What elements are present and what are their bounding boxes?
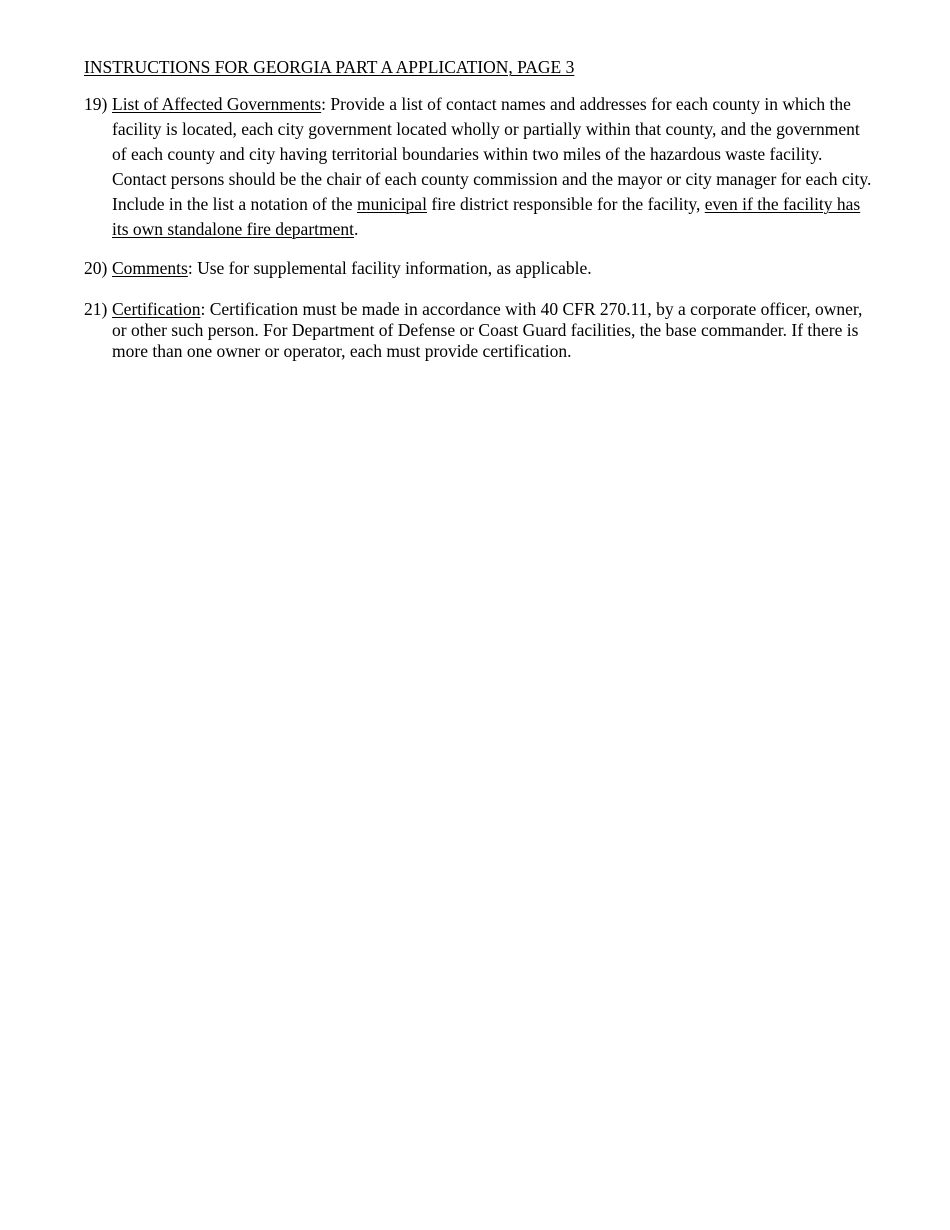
item-text: fire district responsible for the facility, [426,194,705,214]
item-number: 19) [84,94,108,114]
item-text: : Use for supplemental facility information, as applicable. [187,258,592,278]
item-number: 21) [84,299,108,319]
document-page [84,56,874,362]
page-title: INSTRUCTIONS FOR GEORGIA PART A APPLICATION, PAGE 3 [84,57,575,77]
item-text: : Certification must be made in accordance with 40 CFR 270.11, by a corporate officer, owner, or other such person. For Department of Defense or Coast Guard facilities, the base commander. If there is more than one owner or operator, each must provide certification. [112,299,863,361]
item-heading: List of Affected Governments [112,94,322,114]
instruction-item-21 [84,299,874,362]
instruction-item-20 [84,256,874,281]
item-heading: Comments [112,258,188,278]
instruction-item-19 [84,92,874,242]
item-number: 20) [84,258,108,278]
item-emphasis-municipal: municipal [356,194,427,214]
item-heading: Certification [112,299,201,319]
item-text: : Provide a list of contact names and addresses for each county in which the facility is located, each city government located wholly or partially within that county, and the government of each county and city having territorial boundaries within two miles of the hazardous waste facility. Contact persons should be the chair of each county commission and the mayor or city manager for each city. Include in the list a notation of the [112,94,872,214]
item-emphasis-standalone: even if the facility has its own standalone fire department [112,194,861,239]
item-text: . [354,219,359,239]
